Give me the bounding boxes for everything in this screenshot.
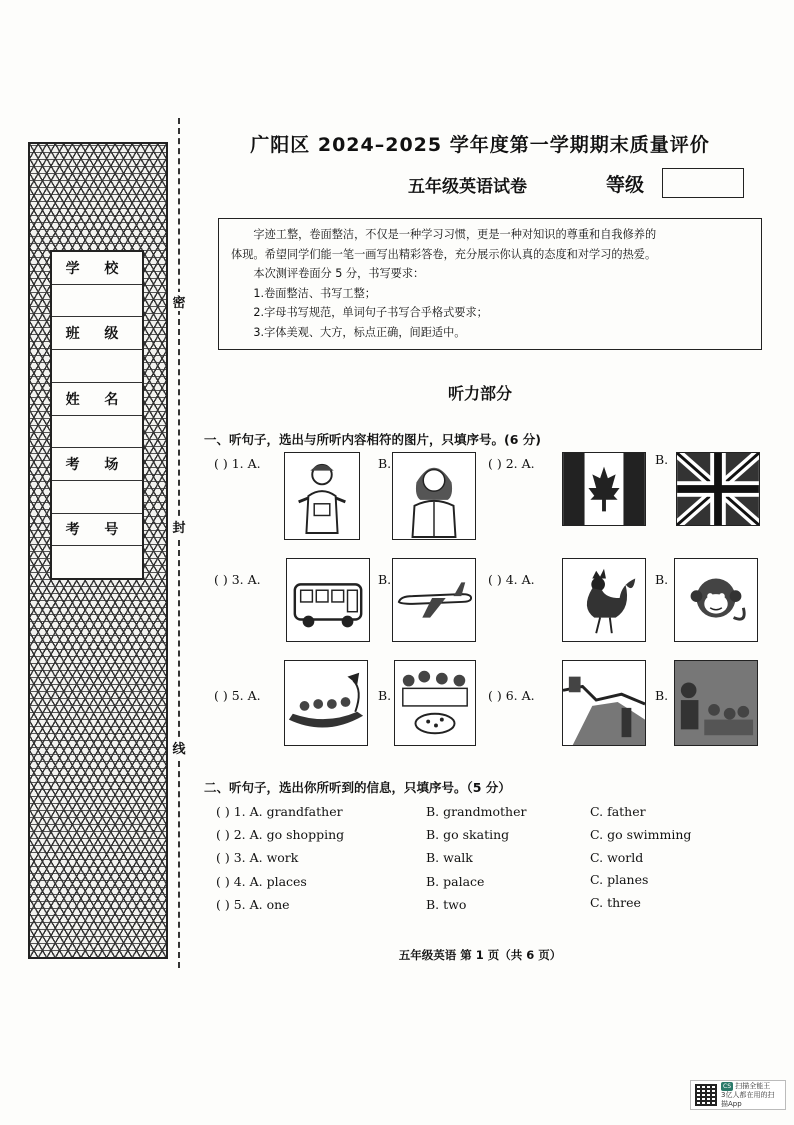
family-dinner-icon[interactable] xyxy=(394,660,476,746)
seal-char-feng: 封 xyxy=(170,517,188,536)
exam-number-label: 考 号 xyxy=(52,514,142,547)
q2-2-option-c: C. go swimming xyxy=(590,827,692,842)
canada-flag-icon[interactable] xyxy=(562,452,646,526)
grade-label: 等级 xyxy=(606,174,645,196)
exam-subtitle: 五年级英语试卷 xyxy=(408,177,527,197)
question-2-b: B. xyxy=(655,452,669,467)
notice-line: 本次测评卷面分 5 分，书写要求： xyxy=(253,267,425,280)
question-3-b: B. xyxy=(378,572,392,587)
notice-line: 2.字母书写规范，单词句子书写合乎格式要求； xyxy=(253,306,488,319)
q2-3-option-a: ( ) 3. A. work xyxy=(216,850,299,865)
question-1-b: B. xyxy=(378,456,392,471)
notice-line: 体现。希望同学们能一笔一画写出精彩答卷，充分展示你认真的态度和对学习的热爱。 xyxy=(231,247,657,261)
question-2-label: ( ) 2. A. xyxy=(488,456,535,471)
notice-line: 3.字体美观、大方，标点正确，间距适中。 xyxy=(253,325,466,339)
q2-2-option-b: B. go skating xyxy=(426,827,510,842)
notice-line: 字迹工整，卷面整洁，不仅是一种学习习惯，更是一种对知识的尊重和自我修养的 xyxy=(253,228,657,241)
class-field[interactable] xyxy=(52,350,142,383)
seal-char-xian: 线 xyxy=(170,738,188,757)
notice-line: 1.卷面整洁、书写工整； xyxy=(253,286,376,300)
bus-icon[interactable] xyxy=(286,558,370,642)
rooster-icon[interactable] xyxy=(562,558,646,642)
part1-heading: 一、听句子，选出与所听内容相符的图片，只填序号。(6 分) xyxy=(204,432,541,447)
q2-3-option-c: C. world xyxy=(590,850,644,865)
seal-line xyxy=(178,118,180,968)
question-4-b: B. xyxy=(655,572,669,587)
exam-title: 广阳区 2024–2025 学年度第一学期期末质量评价 xyxy=(250,134,710,156)
question-5-b: B. xyxy=(378,688,392,703)
page-footer: 五年级英语 第 1 页（共 6 页） xyxy=(398,948,562,962)
scanner-app-name: 扫描全能王 xyxy=(735,1081,771,1090)
q2-5-option-c: C. three xyxy=(590,895,641,910)
dragon-boat-icon[interactable] xyxy=(284,660,368,746)
uk-flag-icon[interactable] xyxy=(676,452,760,526)
q2-1-option-b: B. grandmother xyxy=(426,804,527,819)
question-5-label: ( ) 5. A. xyxy=(214,688,261,703)
q2-5-option-a: ( ) 5. A. one xyxy=(216,897,290,912)
class-label: 班 级 xyxy=(52,317,142,350)
seal-char-mi: 密 xyxy=(170,292,188,311)
people-scene-icon[interactable] xyxy=(674,660,758,746)
q2-3-option-b: B. walk xyxy=(426,850,473,865)
exam-room-label: 考 场 xyxy=(52,448,142,481)
q2-1-option-a: ( ) 1. A. grandfather xyxy=(216,804,343,819)
name-field[interactable] xyxy=(52,416,142,449)
question-4-label: ( ) 4. A. xyxy=(488,572,535,587)
school-label: 学 校 xyxy=(52,252,142,285)
woman-icon[interactable] xyxy=(392,452,476,540)
question-1-label: ( ) 1. A. xyxy=(214,456,261,471)
question-6-b: B. xyxy=(655,688,669,703)
q2-4-option-a: ( ) 4. A. places xyxy=(216,874,307,889)
plane-icon[interactable] xyxy=(392,558,476,642)
qr-code-icon xyxy=(695,1084,717,1106)
student-info-box xyxy=(50,250,144,580)
question-6-label: ( ) 6. A. xyxy=(488,688,535,703)
q2-5-option-b: B. two xyxy=(426,897,467,912)
q2-1-option-c: C. father xyxy=(590,804,646,819)
scanner-watermark xyxy=(690,1080,786,1110)
writing-notice xyxy=(218,218,762,350)
listening-section-title: 听力部分 xyxy=(447,384,512,403)
exam-room-field[interactable] xyxy=(52,481,142,514)
question-3-label: ( ) 3. A. xyxy=(214,572,261,587)
name-label: 姓 名 xyxy=(52,383,142,416)
q2-2-option-a: ( ) 2. A. go shopping xyxy=(216,827,345,842)
worker-man-icon[interactable] xyxy=(284,452,360,540)
part2-heading: 二、听句子，选出你所听到的信息，只填序号。（5 分） xyxy=(204,780,511,795)
q2-4-option-b: B. palace xyxy=(426,874,485,889)
scanner-badge: CS xyxy=(723,1082,731,1090)
exam-number-field[interactable] xyxy=(52,546,142,578)
school-field[interactable] xyxy=(52,285,142,318)
monkey-icon[interactable] xyxy=(674,558,758,642)
great-wall-icon[interactable] xyxy=(562,660,646,746)
scanner-tagline: 3亿人都在用的扫描App xyxy=(721,1090,775,1108)
q2-4-option-c: C. planes xyxy=(590,872,649,887)
grade-box[interactable] xyxy=(662,168,744,198)
